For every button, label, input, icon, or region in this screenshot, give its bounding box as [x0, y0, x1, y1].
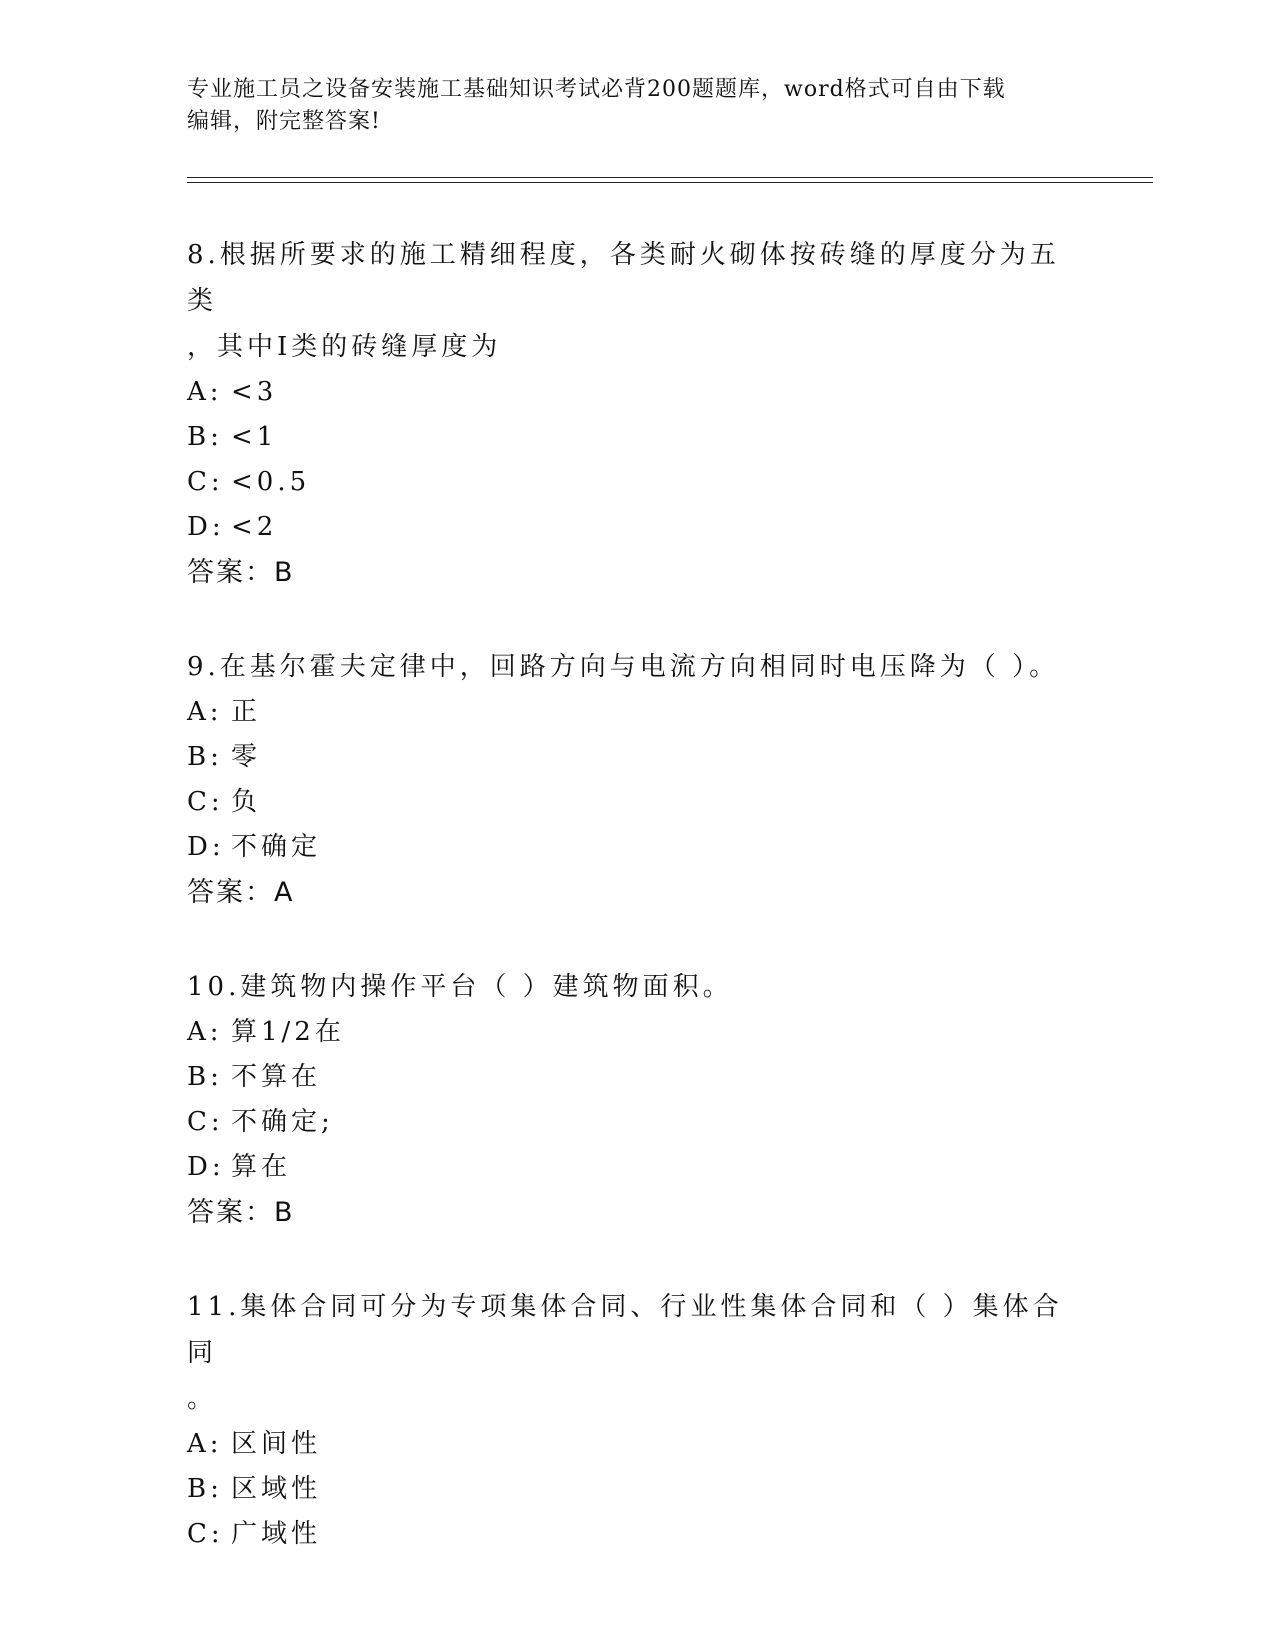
header-line-2: 编辑，附完整答案!	[187, 109, 381, 134]
option-key: C:	[187, 467, 224, 497]
option-a	[187, 690, 1087, 735]
question-stem-continued: ，其中Ⅰ类的砖缝厚度为	[187, 332, 502, 362]
option-a	[187, 370, 1087, 415]
question-11	[187, 1284, 1087, 1557]
option-d	[187, 1145, 1087, 1190]
header-divider-top	[187, 177, 1153, 178]
option-text: 不算在	[231, 1062, 322, 1092]
option-text: <0.5	[231, 467, 311, 497]
option-key: B:	[187, 1474, 223, 1504]
question-9	[187, 644, 1087, 916]
question-stem: 8.根据所要求的施工精细程度，各类耐火砌体按砖缝的厚度分为五类	[187, 240, 1060, 316]
option-d	[187, 825, 1087, 870]
answer-line: 答案：B	[187, 1197, 295, 1228]
option-key: A:	[187, 1017, 223, 1047]
option-key: A:	[187, 1429, 223, 1459]
document-header	[187, 74, 1067, 138]
option-a	[187, 1422, 1087, 1467]
question-stem: 10.建筑物内操作平台（ ）建筑物面积。	[187, 972, 733, 1002]
question-10	[187, 964, 1087, 1236]
question-stem: 9.在基尔霍夫定律中，回路方向与电流方向相同时电压降为（ ）。	[187, 652, 1060, 682]
option-key: C:	[187, 787, 224, 817]
option-c	[187, 1512, 1087, 1557]
option-b	[187, 735, 1087, 780]
option-text: <3	[231, 377, 278, 407]
option-key: B:	[187, 1062, 223, 1092]
header-line-1: 专业施工员之设备安装施工基础知识考试必背200题题库，word格式可自由下载	[187, 77, 1006, 102]
option-a	[187, 1010, 1087, 1055]
option-c	[187, 780, 1087, 825]
option-c	[187, 460, 1087, 505]
option-c	[187, 1100, 1087, 1145]
question-stem: 11.集体合同可分为专项集体合同、行业性集体合同和（ ）集体合同	[187, 1292, 1063, 1368]
header-divider-bottom	[187, 182, 1153, 183]
option-text: <1	[231, 422, 278, 452]
option-key: D:	[187, 512, 225, 542]
option-key: A:	[187, 377, 223, 407]
option-key: A:	[187, 697, 223, 727]
option-text: 算在	[231, 1152, 292, 1182]
option-b	[187, 415, 1087, 460]
option-key: C:	[187, 1107, 224, 1137]
option-key: C:	[187, 1519, 224, 1549]
option-text: 零	[231, 742, 262, 772]
option-key: D:	[187, 832, 225, 862]
answer-line: 答案：A	[187, 877, 295, 908]
option-b	[187, 1055, 1087, 1100]
option-b	[187, 1467, 1087, 1512]
option-key: B:	[187, 742, 223, 772]
question-list	[187, 232, 1087, 1605]
option-text: 负	[231, 787, 262, 817]
question-8	[187, 232, 1087, 596]
question-stem-continued: 。	[187, 1384, 218, 1414]
option-text: 正	[231, 697, 262, 727]
answer-line: 答案：B	[187, 557, 295, 588]
option-text: 广域性	[231, 1519, 322, 1549]
option-text: 算1/2在	[231, 1017, 345, 1047]
option-text: 不确定;	[231, 1107, 334, 1137]
option-d	[187, 505, 1087, 550]
option-key: B:	[187, 422, 223, 452]
option-key: D:	[187, 1152, 225, 1182]
option-text: 不确定	[231, 832, 322, 862]
option-text: <2	[231, 512, 278, 542]
option-text: 区间性	[231, 1429, 322, 1459]
option-text: 区域性	[231, 1474, 322, 1504]
